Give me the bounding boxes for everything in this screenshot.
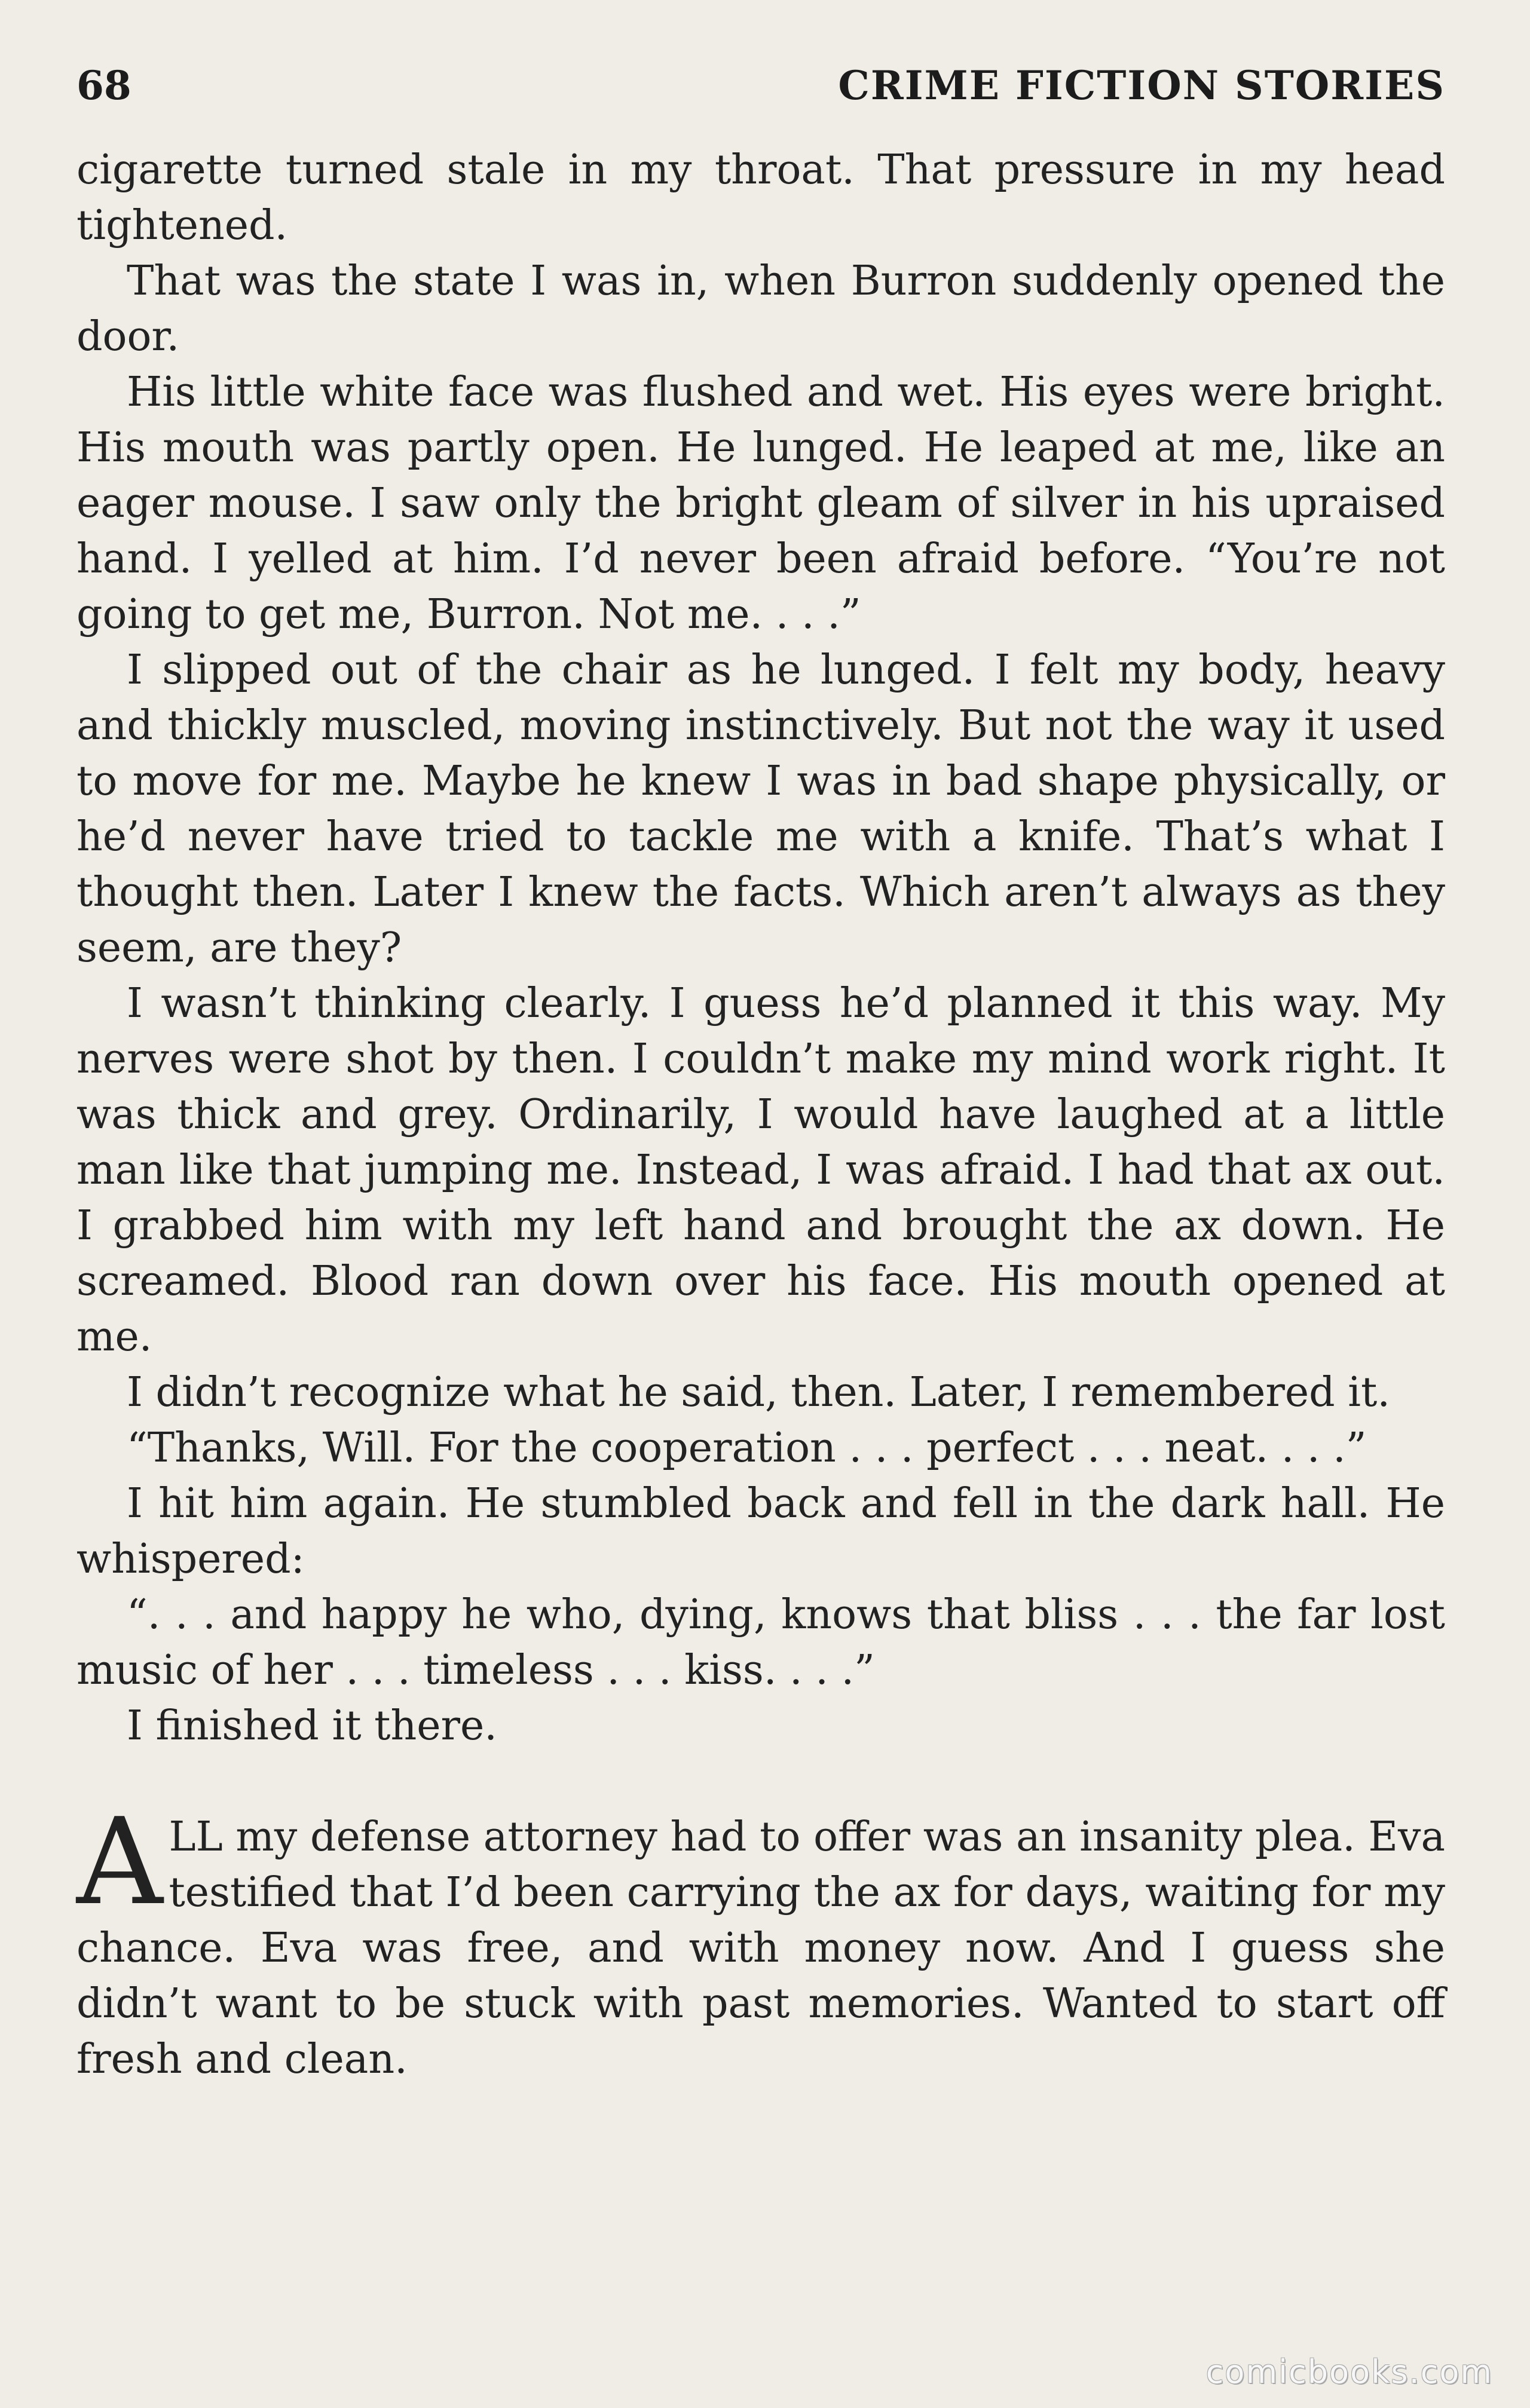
drop-cap-lead-in: LL (169, 1813, 223, 1861)
story-paragraph: I wasn’t thinking clearly. I guess he’d planned it this way. My nerves were shot by then. I couldn’t make my mind work right. It was thick and grey. Ordinarily, I would have laughed at a little man like that jumping me. Instead, I was afraid. I had that ax out. I grabbed him with my left hand and brought the ax down. He screamed. Blood ran down over his face. His mouth opened at me. (76, 980, 1445, 1361)
story-paragraph: I slipped out of the chair as he lunged. I felt my body, heavy and thickly muscled, moving instinctively. But not the way it used to move for me. Maybe he knew I was in bad shape physically, or he’d never have tried to tackle me with a knife. That’s what I thought then. Later I knew the facts. Which aren’t always as they seem, are they? (76, 647, 1445, 972)
page-number: 68 (76, 62, 131, 109)
story-paragraph: “Thanks, Will. For the cooperation . . . perfect . . . neat. . . .” (127, 1424, 1367, 1472)
story-paragraph: I hit him again. He stumbled back and fell in the dark hall. He whispered: (76, 1480, 1445, 1583)
story-paragraph: That was the state I was in, when Burron suddenly opened the door. (76, 258, 1445, 360)
story-text (76, 142, 1445, 2087)
watermark: comicbooks.com (1205, 2353, 1493, 2391)
running-title: CRIME FICTION STORIES (838, 62, 1445, 109)
final-paragraph (76, 1793, 1445, 2087)
story-paragraph: cigarette turned stale in my throat. That pressure in my head tightened. (76, 146, 1445, 249)
story-paragraph: I didn’t recognize what he said, then. Later, I remembered it. (127, 1369, 1390, 1416)
page-header (76, 59, 1445, 112)
final-paragraph-text: my defense attorney had to offer was an insanity plea. Eva testified that I’d been carrying the ax for days, waiting for my chance. Eva was free, and with money now. And I guess she didn’t want to be stuck with past memories. Wanted to start off fresh and clean. (76, 1813, 1445, 2083)
section-break (76, 1754, 1445, 1809)
story-paragraph: His little white face was flushed and wet. His eyes were bright. His mouth was partly open. He lunged. He leaped at me, like an eager mouse. I saw only the bright gleam of silver in his upraised hand. I yelled at him. I’d never been afraid before. “You’re not going to get me, Burron. Not me. . . .” (76, 369, 1445, 638)
story-paragraph: I finished it there. (127, 1702, 497, 1750)
story-paragraph: “. . . and happy he who, dying, knows that bliss . . . the far lost music of her . . . timeless . . . kiss. . . .” (76, 1591, 1445, 1694)
drop-cap: A (76, 1793, 163, 1932)
